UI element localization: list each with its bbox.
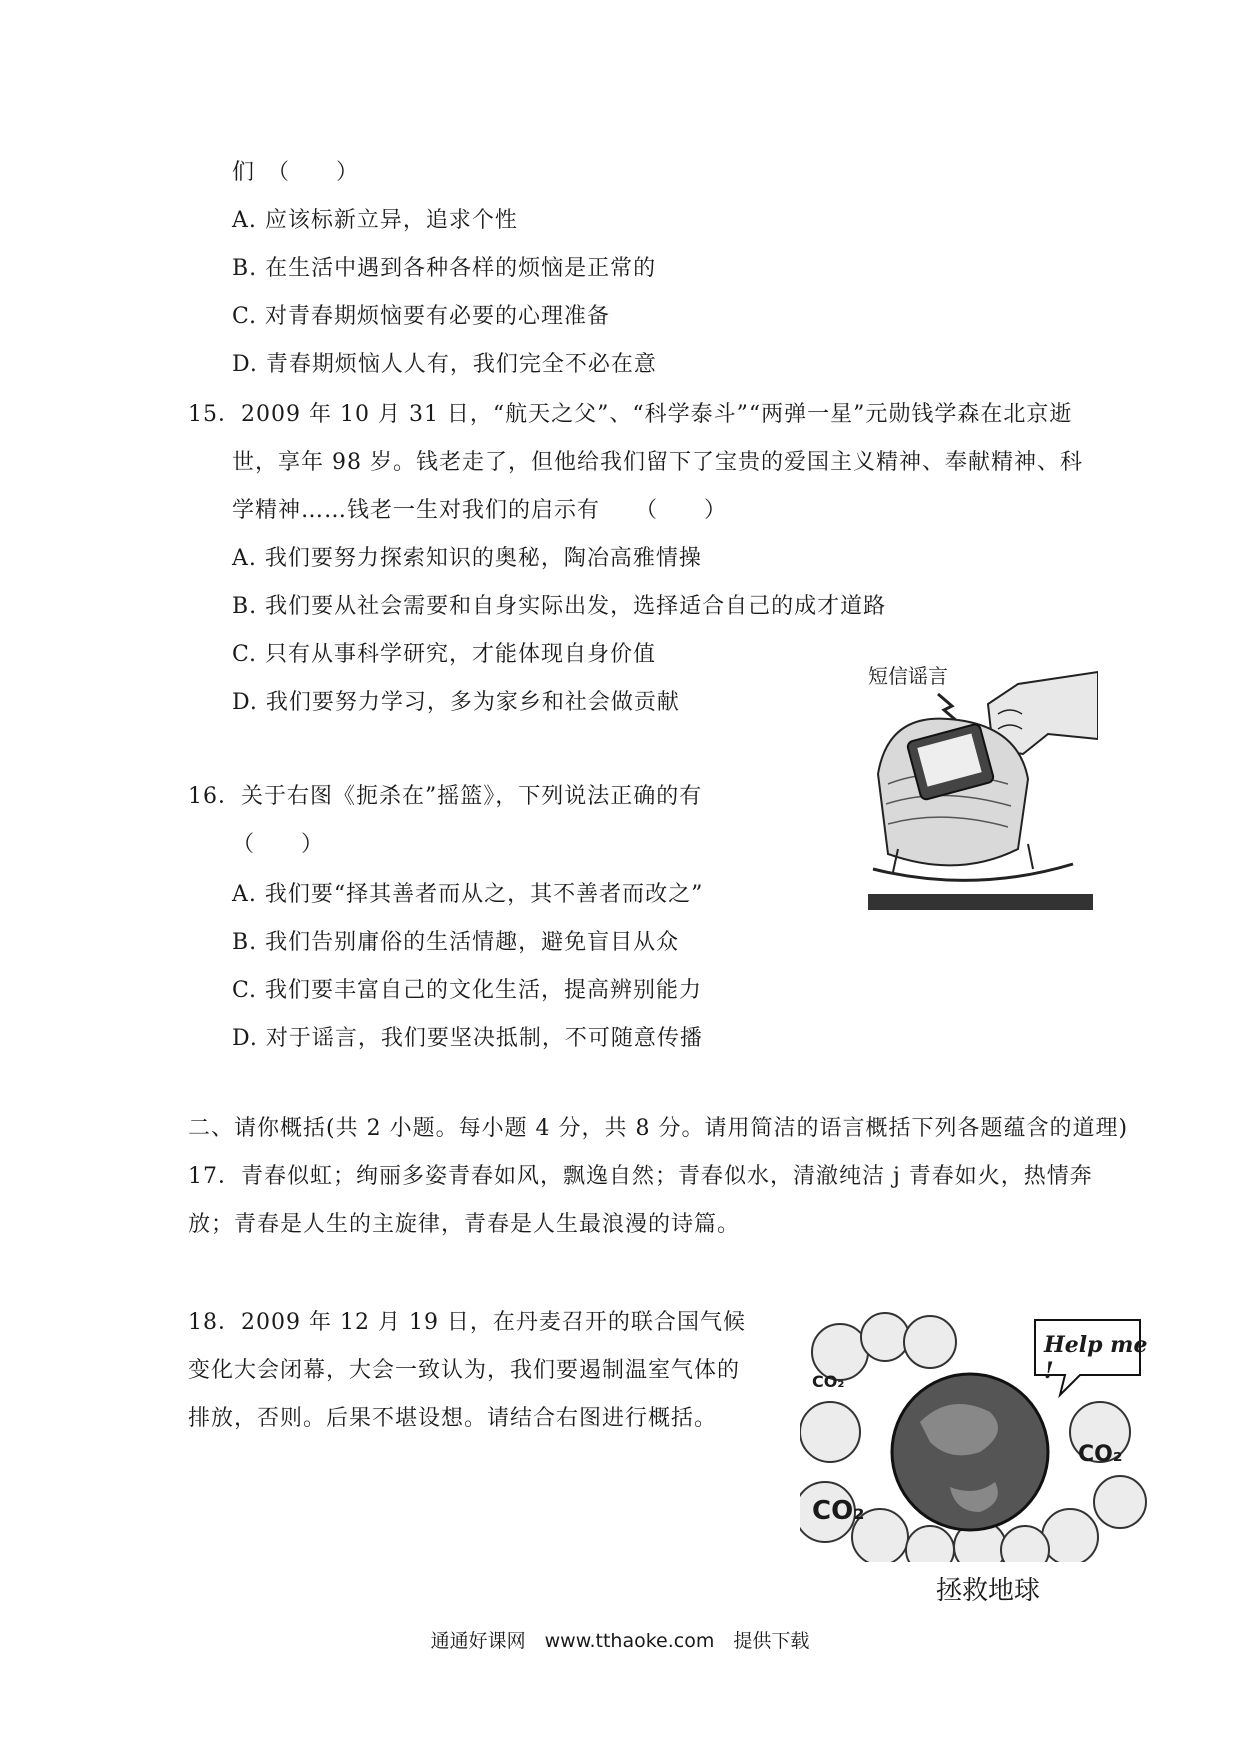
q14-option-c: C. 对青春期烦恼要有必要的心理准备 bbox=[232, 304, 611, 329]
q14-option-d: D. 青春期烦恼人人有，我们完全不必在意 bbox=[232, 352, 657, 377]
q18-line-1: 18．2009 年 12 月 19 日，在丹麦召开的联合国气候 bbox=[188, 1310, 746, 1335]
q15-option-d: D. 我们要努力学习，多为家乡和社会做贡献 bbox=[232, 690, 680, 715]
q18-earth-figure bbox=[800, 1312, 1150, 1606]
q15-line-1: 15．2009 年 10 月 31 日，“航天之父”、“科学泰斗”“两弹一星”元勋钱学森在北京逝 bbox=[188, 402, 1073, 427]
q18-figure-caption: 拯救地球 bbox=[936, 1576, 1041, 1606]
q16-stem: 16．关于右图《扼杀在”摇篮》，下列说法正确的有 bbox=[188, 784, 703, 809]
q15-option-a: A. 我们要努力探索知识的奥秘，陶冶高雅情操 bbox=[232, 546, 702, 571]
q16-option-b: B. 我们告别庸俗的生活情趣，避免盲目从众 bbox=[232, 930, 680, 955]
q16-option-d: D. 对于谣言，我们要坚决抵制，不可随意传播 bbox=[232, 1026, 703, 1051]
page-footer: 通通好课网 www.tthaoke.com 提供下载 bbox=[430, 1630, 810, 1652]
q16-option-a: A. 我们要“择其善者而从之，其不善者而改之” bbox=[232, 882, 704, 907]
q14-tail: 们 （ ） bbox=[232, 160, 360, 185]
help-me-bubble-text: Help me ! bbox=[1044, 1332, 1148, 1384]
cradle-illustration bbox=[858, 654, 1098, 914]
q18-line-2: 变化大会闭幕，大会一致认为，我们要遏制温室气体的 bbox=[188, 1358, 741, 1383]
q17-line-2: 放；青春是人生的主旋律，青春是人生最浪漫的诗篇。 bbox=[188, 1212, 741, 1237]
q15-option-c: C. 只有从事科学研究，才能体现自身价值 bbox=[232, 642, 657, 667]
co2-label-right: CO₂ bbox=[1078, 1442, 1123, 1467]
q18-line-3: 排放，否则。后果不堪设想。请结合右图进行概括。 bbox=[188, 1406, 718, 1431]
co2-label-bottom-left: CO₂ bbox=[812, 1496, 865, 1526]
section-2-heading: 二、请你概括(共 2 小题。每小题 4 分，共 8 分。请用简洁的语言概括下列各题蕴含的道理) bbox=[188, 1116, 1129, 1141]
q16-cartoon-figure bbox=[858, 654, 1098, 914]
co2-label-top-left: CO₂ bbox=[812, 1372, 845, 1391]
q16-figure-caption: 短信谣言 bbox=[868, 664, 948, 688]
q15-line-3: 学精神……钱老一生对我们的启示有 （ ） bbox=[232, 498, 728, 523]
q17-line-1: 17．青春似虹；绚丽多姿青春如风，飘逸自然；青春似水，清澈纯洁 j 青春如火，热情奔 bbox=[188, 1164, 1093, 1189]
q15-option-b: B. 我们要从社会需要和自身实际出发，选择适合自己的成才道路 bbox=[232, 594, 887, 619]
q16-option-c: C. 我们要丰富自己的文化生活，提高辨别能力 bbox=[232, 978, 703, 1003]
q14-option-b: B. 在生活中遇到各种各样的烦恼是正常的 bbox=[232, 256, 657, 281]
q14-option-a: A. 应该标新立异，追求个性 bbox=[232, 208, 518, 233]
q15-line-2: 世，享年 98 岁。钱老走了，但他给我们留下了宝贵的爱国主义精神、奉献精神、科 bbox=[232, 450, 1083, 475]
q16-paren: （ ） bbox=[232, 832, 325, 857]
